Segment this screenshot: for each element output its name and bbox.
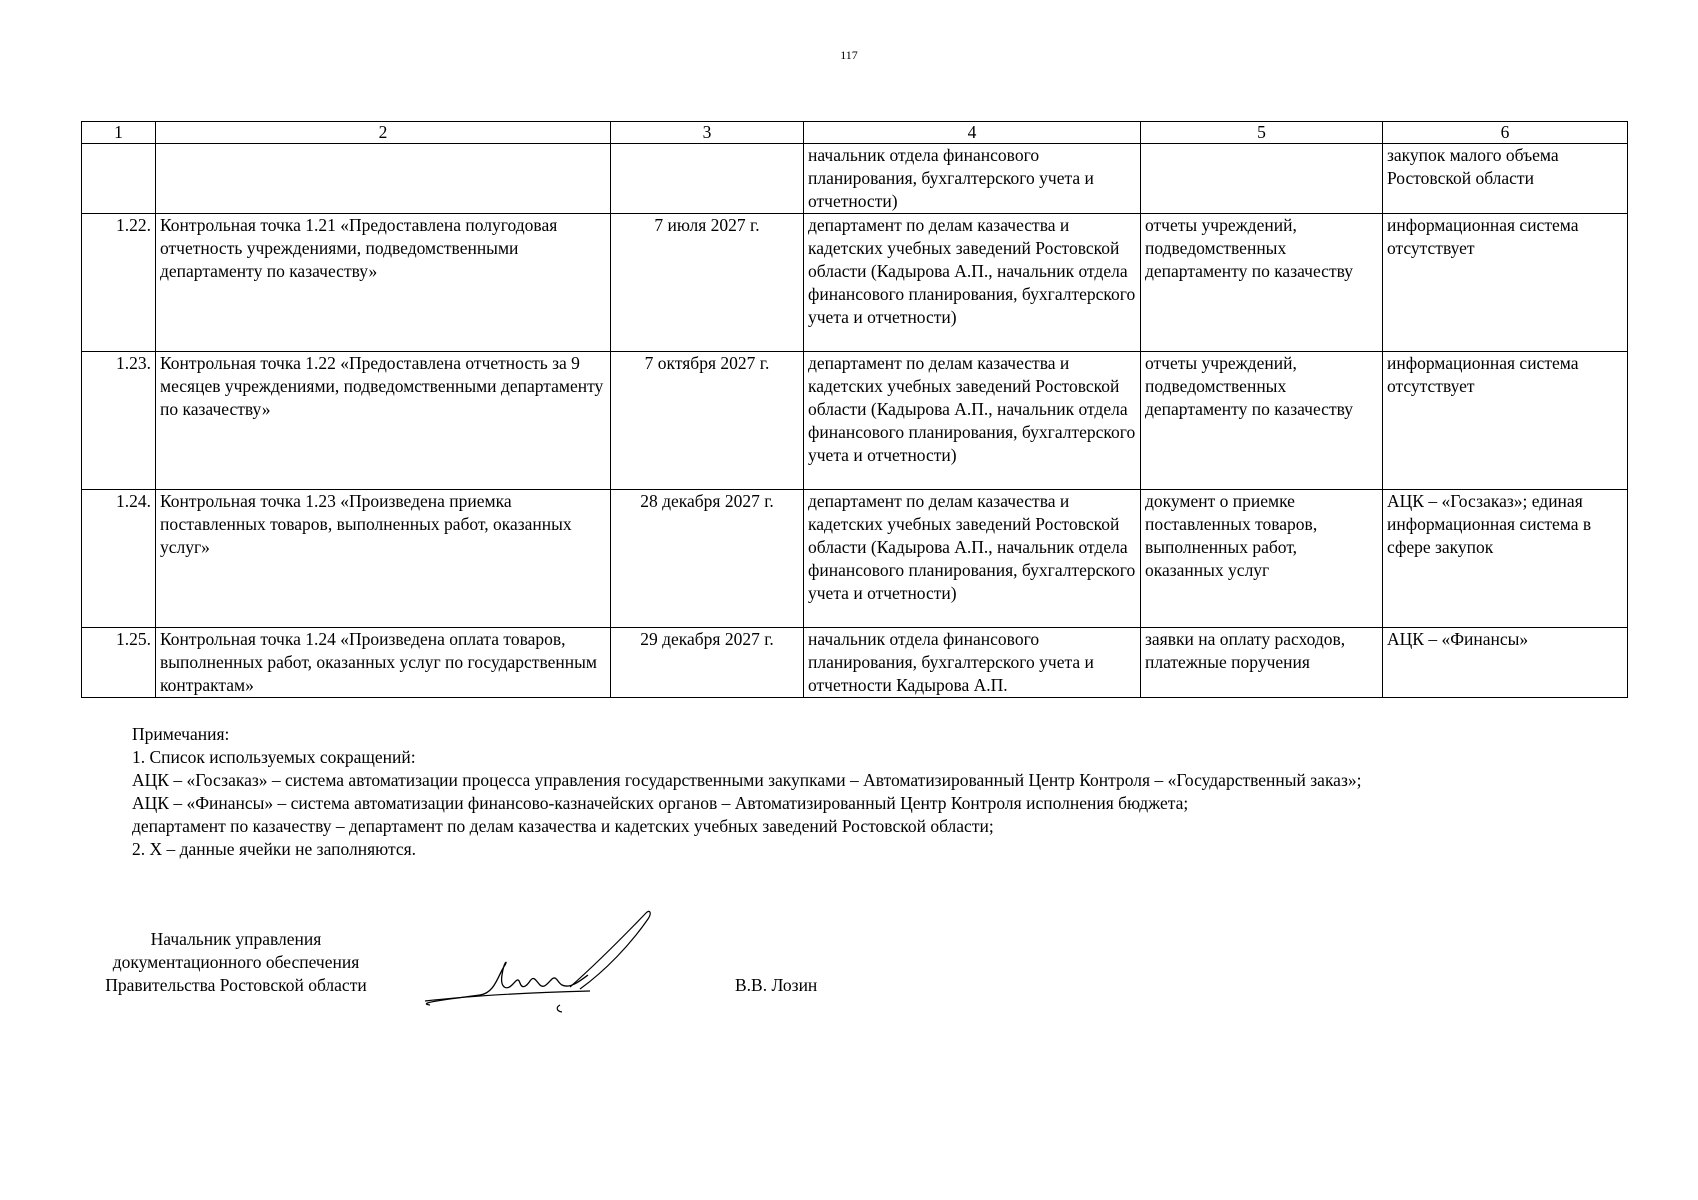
column-header: 5	[1141, 122, 1383, 144]
responsible-cell: департамент по делам казачества и кадетских учебных заведений Ростовской области (Кадырова А.П., начальник отдела финансового планирования, бухгалтерского учета и отчетности)	[804, 490, 1141, 628]
control-point-cell	[156, 144, 611, 214]
notes-line: 1. Список используемых сокращений:	[132, 747, 416, 767]
information-system-cell: информационная система отсутствует	[1383, 352, 1628, 490]
responsible-cell: начальник отдела финансового планирования, бухгалтерского учета и отчетности)	[804, 144, 1141, 214]
table-row	[82, 144, 1628, 214]
information-system-cell: АЦК – «Госзаказ»; единая информационная система в сфере закупок	[1383, 490, 1628, 628]
column-header: 3	[611, 122, 804, 144]
table-header-row	[82, 122, 1628, 144]
row-number-cell: 1.25.	[82, 628, 156, 698]
column-header: 4	[804, 122, 1141, 144]
notes-line: 2. Х – данные ячейки не заполняются.	[132, 839, 417, 859]
control-point-cell: Контрольная точка 1.23 «Произведена приемка поставленных товаров, выполненных работ, оказанных услуг»	[156, 490, 611, 628]
column-header: 1	[82, 122, 156, 144]
document-cell: заявки на оплату расходов, платежные поручения	[1141, 628, 1383, 698]
control-points-table	[81, 121, 1628, 698]
column-header: 2	[156, 122, 611, 144]
responsible-cell: департамент по делам казачества и кадетских учебных заведений Ростовской области (Кадырова А.П., начальник отдела финансового планирования, бухгалтерского учета и отчетности)	[804, 214, 1141, 352]
table-row	[82, 214, 1628, 352]
responsible-cell: департамент по делам казачества и кадетских учебных заведений Ростовской области (Кадырова А.П., начальник отдела финансового планирования, бухгалтерского учета и отчетности)	[804, 352, 1141, 490]
signatory-position-line: Начальник управления	[150, 929, 322, 949]
document-cell	[1141, 144, 1383, 214]
date-cell: 7 октября 2027 г.	[611, 352, 804, 490]
responsible-cell: начальник отдела финансового планирования, бухгалтерского учета и отчетности Кадырова А.П.	[804, 628, 1141, 698]
table-row	[82, 490, 1628, 628]
control-point-cell: Контрольная точка 1.24 «Произведена оплата товаров, выполненных работ, оказанных услуг по государственным контрактам»	[156, 628, 611, 698]
date-cell	[611, 144, 804, 214]
document-cell: отчеты учреждений, подведомственных департаменту по казачеству	[1141, 352, 1383, 490]
column-header: 6	[1383, 122, 1628, 144]
information-system-cell: закупок малого объема Ростовской области	[1383, 144, 1628, 214]
notes-line: департамент по казачеству – департамент по делам казачества и кадетских учебных заведений Ростовской области;	[132, 816, 994, 836]
notes-section	[132, 723, 1361, 861]
row-number-cell: 1.23.	[82, 352, 156, 490]
handwritten-signature	[420, 905, 660, 1015]
signatory-position-line: Правительства Ростовской области	[105, 975, 367, 995]
information-system-cell: информационная система отсутствует	[1383, 214, 1628, 352]
date-cell: 29 декабря 2027 г.	[611, 628, 804, 698]
document-cell: отчеты учреждений, подведомственных департаменту по казачеству	[1141, 214, 1383, 352]
notes-line: АЦК – «Госзаказ» – система автоматизации процесса управления государственными закупками – Автоматизированный Центр Контроля – «Государственный заказ»;	[132, 770, 1362, 790]
row-number-cell	[82, 144, 156, 214]
notes-title: Примечания:	[132, 724, 230, 744]
row-number-cell: 1.24.	[82, 490, 156, 628]
control-point-cell: Контрольная точка 1.22 «Предоставлена отчетность за 9 месяцев учреждениями, подведомственными департаменту по казачеству»	[156, 352, 611, 490]
signatory-name: В.В. Лозин	[735, 975, 818, 995]
table-row	[82, 628, 1628, 698]
table-row	[82, 352, 1628, 490]
control-point-cell: Контрольная точка 1.21 «Предоставлена полугодовая отчетность учреждениями, подведомственными департаменту по казачеству»	[156, 214, 611, 352]
date-cell: 7 июля 2027 г.	[611, 214, 804, 352]
information-system-cell: АЦК – «Финансы»	[1383, 628, 1628, 698]
notes-line: АЦК – «Финансы» – система автоматизации финансово-казначейских органов – Автоматизированный Центр Контроля исполнения бюджета;	[132, 793, 1189, 813]
date-cell: 28 декабря 2027 г.	[611, 490, 804, 628]
page-number: 117	[840, 48, 858, 62]
document-cell: документ о приемке поставленных товаров, выполненных работ, оказанных услуг	[1141, 490, 1383, 628]
row-number-cell: 1.22.	[82, 214, 156, 352]
signatory-position-line: документационного обеспечения	[112, 952, 360, 972]
signatory-position	[70, 928, 402, 997]
